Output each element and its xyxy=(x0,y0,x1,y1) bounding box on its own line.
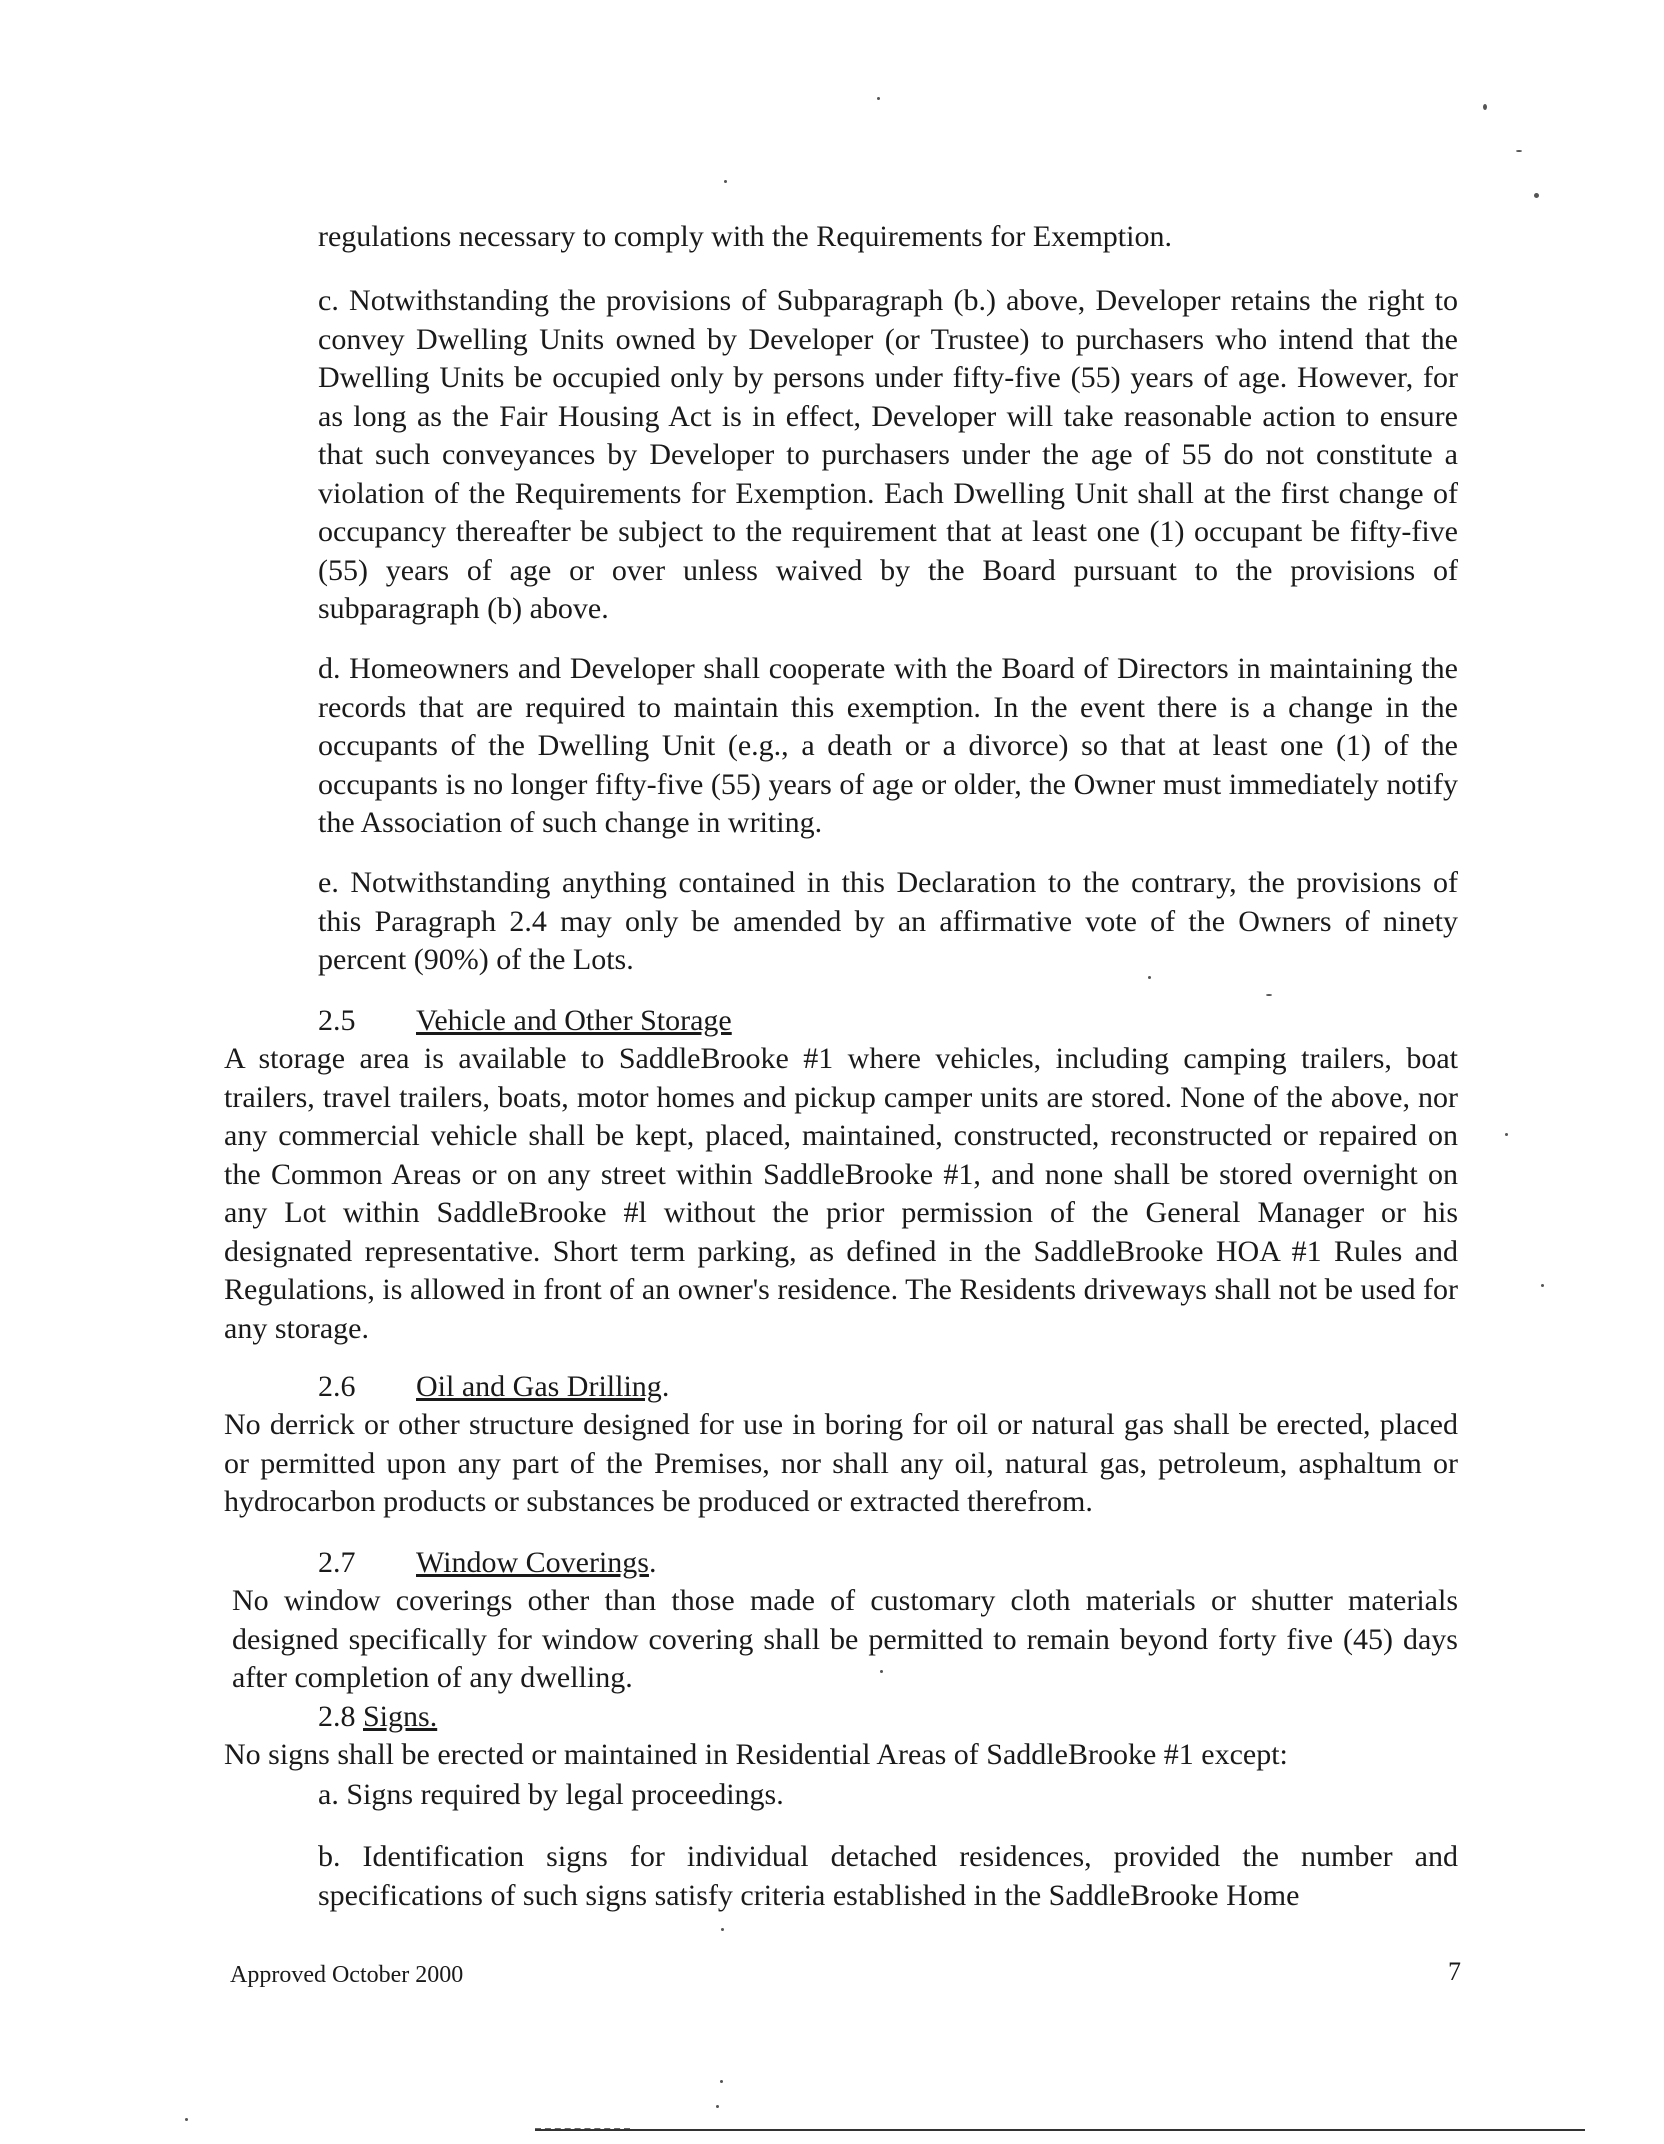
paragraph-d: d. Homeowners and Developer shall cooperate with the Board of Directors in maintaining the records that are required to maintain this exemption. In the event there is a change in the occupants of the Dwelling Unit (e.g., a death or a divorce) so that at least one (1) of the occupants is no longer fifty-five (55) years of age or older, the Owner must immediately notify the Association of such change in writing. xyxy=(318,652,1458,839)
scan-speck xyxy=(724,180,727,183)
paragraph-e: e. Notwithstanding anything contained in this Declaration to the contrary, the provisions of this Paragraph 2.4 may only be amended by an affirmative vote of the Owners of ninety percent (90%) of the Lots. xyxy=(318,866,1458,976)
section-2-8-body: No signs shall be erected or maintained in Residential Areas of SaddleBrooke #1 except: xyxy=(224,1738,1288,1771)
scan-speck xyxy=(716,2105,719,2108)
scan-speck xyxy=(1516,150,1522,152)
section-2-6-body: No derrick or other structure designed for use in boring for oil or natural gas shall be erected, placed or permitted upon any part of the Premises, nor shall any oil, natural gas, petroleum, asphaltum or hydrocarbon products or substances be produced or extracted therefrom. xyxy=(224,1408,1458,1518)
scan-speck xyxy=(1266,994,1272,996)
section-number: 2.5 xyxy=(318,1004,356,1037)
footer-approved-date: Approved October 2000 xyxy=(230,1962,464,1988)
scan-speck xyxy=(880,1670,883,1673)
section-2-8-item-a: a. Signs required by legal proceedings. xyxy=(318,1778,784,1811)
scan-speck xyxy=(1505,1133,1508,1136)
paragraph-continuation: regulations necessary to comply with the Requirements for Exemption. xyxy=(318,220,1172,253)
section-title: Window Coverings xyxy=(416,1546,649,1579)
section-2-8-item-b: b. Identification signs for individual detached residences, provided the number and specifications of such signs satisfy criteria established in the SaddleBrooke Home xyxy=(318,1840,1458,1912)
section-title: Vehicle and Other Storage xyxy=(416,1004,732,1037)
section-2-6-heading: 2.6 Oil and Gas Drilling. xyxy=(318,1368,669,1406)
section-number: 2.6 xyxy=(318,1370,356,1403)
page-number: 7 xyxy=(1448,1957,1461,1986)
section-number: 2.7 xyxy=(318,1546,356,1579)
scan-speck xyxy=(185,2118,188,2121)
section-2-5-body: A storage area is available to SaddleBrooke #1 where vehicles, including camping trailers, boat trailers, travel trailers, boats, motor homes and pickup camper units are stored. None of the above, nor any commercial vehicle shall be kept, placed, maintained, constructed, reconstructed or repaired on the Common Areas or on any street within SaddleBrooke #1, and none shall be stored overnight on any Lot within SaddleBrooke #l without the prior permission of the General Manager or his designated representative. Short term parking, as defined in the SaddleBrooke HOA #1 Rules and Regulations, is allowed in front of an owner's residence. The Residents driveways shall not be used for any storage. xyxy=(224,1042,1458,1345)
section-2-7-body: No window coverings other than those made of customary cloth materials or shutter materials designed specifically for window covering shall be permitted to remain beyond forty five (45) days after completion of any dwelling. xyxy=(232,1584,1458,1694)
section-2-5-heading xyxy=(318,1002,732,1040)
section-2-7-heading: 2.7 Window Coverings. xyxy=(318,1544,656,1582)
scan-speck xyxy=(1483,104,1487,110)
scan-speck xyxy=(720,2080,723,2083)
scan-speck xyxy=(1148,976,1151,979)
section-number: 2.8 xyxy=(318,1700,356,1733)
scan-speck xyxy=(721,1928,724,1931)
scan-speck xyxy=(1541,1284,1544,1287)
paragraph-c: c. Notwithstanding the provisions of Subparagraph (b.) above, Developer retains the right to convey Dwelling Units owned by Developer (or Trustee) to purchasers who intend that the Dwelling Units be occupied only by persons under fifty-five (55) years of age. However, for as long as the Fair Housing Act is in effect, Developer will take reasonable action to ensure that such conveyances by Developer to purchasers under the age of 55 do not constitute a violation of the Requirements for Exemption. Each Dwelling Unit shall at the first change of occupancy thereafter be subject to the requirement that at least one (1) occupant be fifty-five (55) years of age or over unless waived by the Board pursuant to the provisions of subparagraph (b) above. xyxy=(318,284,1458,625)
section-title: Signs. xyxy=(363,1700,438,1733)
scan-speck xyxy=(877,97,880,100)
scan-edge-line xyxy=(535,2129,1585,2131)
scan-speck xyxy=(1534,193,1539,198)
section-2-8-heading xyxy=(318,1698,437,1736)
section-title: Oil and Gas Drilling xyxy=(416,1370,662,1403)
